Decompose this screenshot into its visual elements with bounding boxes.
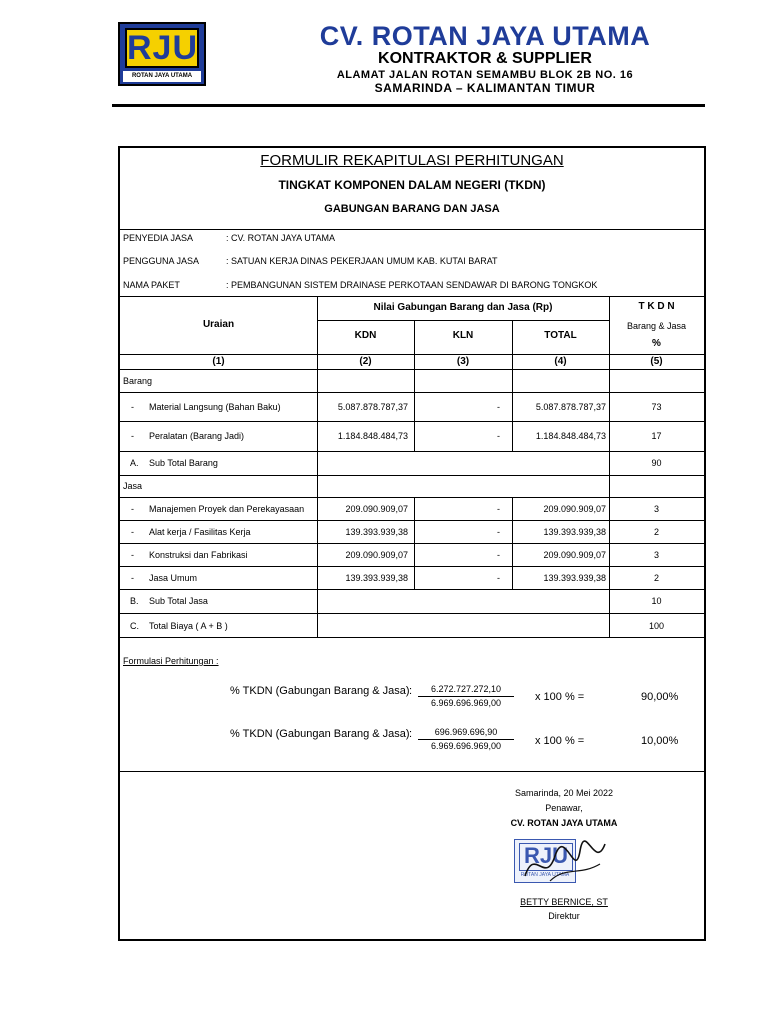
divider bbox=[120, 296, 704, 297]
formula-numerator: 6.272.727.272,10 bbox=[430, 684, 502, 694]
divider bbox=[120, 421, 704, 422]
formula-colon: : bbox=[409, 728, 413, 740]
formula-multiplier: x 100 % = bbox=[535, 691, 585, 703]
signatory-title: Direktur bbox=[548, 911, 580, 921]
col-number: (2) bbox=[359, 356, 372, 367]
fraction-bar bbox=[418, 696, 514, 697]
row-tkdn: 3 bbox=[653, 550, 659, 560]
divider bbox=[120, 451, 704, 452]
header-kdn: KDN bbox=[354, 330, 377, 341]
subtotal-label: Sub Total Jasa bbox=[149, 596, 208, 606]
formula-denominator: 6.969.696.969,00 bbox=[430, 741, 502, 751]
subtotal-code: B. bbox=[130, 596, 139, 606]
row-label: Jasa Umum bbox=[149, 573, 198, 583]
header-uraian: Uraian bbox=[202, 319, 235, 330]
row-total: 139.393.939,38 bbox=[543, 527, 606, 537]
row-dash: - bbox=[131, 550, 134, 560]
row-kdn: 209.090.909,07 bbox=[345, 550, 408, 560]
letterhead-rule bbox=[112, 104, 705, 107]
divider bbox=[317, 320, 609, 321]
header-kln: KLN bbox=[452, 330, 474, 341]
info-value: : PEMBANGUNAN SISTEM DRAINASE PERKOTAAN SENDAWAR DI BARONG TONGKOK bbox=[226, 280, 598, 290]
company-name: CV. ROTAN JAYA UTAMA bbox=[319, 21, 651, 51]
total-tkdn: 100 bbox=[648, 621, 665, 631]
stamp-mark: RJU bbox=[519, 843, 573, 871]
row-kdn: 139.393.939,38 bbox=[345, 573, 408, 583]
divider bbox=[120, 613, 704, 614]
row-dash: - bbox=[131, 431, 134, 441]
row-total: 5.087.878.787,37 bbox=[535, 402, 606, 412]
row-kln: - bbox=[497, 431, 500, 441]
divider bbox=[120, 543, 704, 544]
row-kdn: 5.087.878.787,37 bbox=[337, 402, 408, 412]
formula-numerator: 696.969.696,90 bbox=[434, 727, 498, 737]
header-tkdn-sub: Barang & Jasa bbox=[626, 321, 687, 331]
header-total: TOTAL bbox=[544, 330, 577, 341]
col-number: (5) bbox=[650, 356, 663, 367]
row-label: Peralatan (Barang Jadi) bbox=[149, 431, 245, 441]
row-kln: - bbox=[497, 550, 500, 560]
signature-date: Samarinda, 20 Mei 2022 bbox=[514, 788, 614, 798]
row-kln: - bbox=[497, 527, 500, 537]
formula-label: % TKDN (Gabungan Barang & Jasa) bbox=[230, 685, 410, 697]
row-label: Material Langsung (Bahan Baku) bbox=[149, 402, 281, 412]
formula-label: % TKDN (Gabungan Barang & Jasa) bbox=[230, 728, 410, 740]
row-dash: - bbox=[131, 527, 134, 537]
row-kln: - bbox=[497, 573, 500, 583]
company-city: SAMARINDA – KALIMANTAN TIMUR bbox=[374, 81, 596, 95]
subtotal-label: Sub Total Barang bbox=[149, 458, 218, 468]
subtotal-tkdn: 90 bbox=[651, 458, 662, 468]
row-kdn: 209.090.909,07 bbox=[345, 504, 408, 514]
col-number: (3) bbox=[456, 356, 470, 367]
header-group: Nilai Gabungan Barang dan Jasa (Rp) bbox=[373, 302, 553, 313]
info-key: NAMA PAKET bbox=[123, 280, 180, 290]
header-tkdn-pct: % bbox=[652, 338, 661, 349]
divider bbox=[120, 475, 704, 476]
info-value: : SATUAN KERJA DINAS PEKERJAAN UMUM KAB. KUTAI BARAT bbox=[226, 256, 498, 266]
form-subtitle-2: GABUNGAN BARANG DAN JASA bbox=[324, 203, 500, 215]
company-address: ALAMAT JALAN ROTAN SEMAMBU BLOK 2B NO. 16 bbox=[336, 69, 634, 81]
company-tagline: KONTRAKTOR & SUPPLIER bbox=[378, 50, 592, 67]
fraction-bar bbox=[418, 739, 514, 740]
total-label: Total Biaya ( A + B ) bbox=[149, 621, 228, 631]
handwritten-signature bbox=[520, 836, 610, 892]
row-total: 209.090.909,07 bbox=[543, 550, 606, 560]
row-tkdn: 3 bbox=[653, 504, 659, 514]
formula-heading: Formulasi Perhitungan : bbox=[123, 656, 219, 666]
info-value: : CV. ROTAN JAYA UTAMA bbox=[226, 233, 336, 243]
row-kln: - bbox=[497, 402, 500, 412]
signature-role: Penawar, bbox=[545, 803, 583, 813]
signature-company: CV. ROTAN JAYA UTAMA bbox=[510, 818, 618, 828]
subtotal-tkdn: 10 bbox=[651, 596, 662, 606]
row-tkdn: 17 bbox=[651, 431, 662, 441]
row-dash: - bbox=[131, 402, 134, 412]
logo-caption: ROTAN JAYA UTAMA bbox=[123, 71, 201, 82]
divider bbox=[120, 771, 704, 772]
row-label: Alat kerja / Fasilitas Kerja bbox=[149, 527, 251, 537]
row-kln: - bbox=[497, 504, 500, 514]
header-tkdn: T K D N bbox=[638, 301, 675, 312]
formula-result: 90,00% bbox=[641, 691, 679, 703]
divider bbox=[120, 369, 704, 370]
row-total: 139.393.939,38 bbox=[543, 573, 606, 583]
total-code: C. bbox=[130, 621, 139, 631]
info-key: PENGGUNA JASA bbox=[123, 256, 200, 266]
info-key: PENYEDIA JASA bbox=[123, 233, 194, 243]
row-total: 1.184.848.484,73 bbox=[535, 431, 606, 441]
company-logo bbox=[118, 22, 206, 86]
subtotal-code: A. bbox=[130, 458, 139, 468]
formula-multiplier: x 100 % = bbox=[535, 735, 585, 747]
divider bbox=[120, 520, 704, 521]
col-number: (1) bbox=[212, 356, 225, 367]
divider bbox=[120, 354, 704, 355]
row-label: Manajemen Proyek dan Perekayasaan bbox=[149, 504, 305, 514]
formula-result: 10,00% bbox=[641, 735, 679, 747]
form-subtitle: TINGKAT KOMPONEN DALAM NEGERI (TKDN) bbox=[278, 178, 546, 192]
row-kdn: 139.393.939,38 bbox=[345, 527, 408, 537]
section-jasa: Jasa bbox=[123, 481, 143, 491]
section-barang: Barang bbox=[123, 376, 153, 386]
divider bbox=[120, 589, 704, 590]
formula-denominator: 6.969.696.969,00 bbox=[430, 698, 502, 708]
form-title: FORMULIR REKAPITULASI PERHITUNGAN bbox=[260, 152, 564, 169]
divider bbox=[120, 566, 704, 567]
row-tkdn: 2 bbox=[653, 573, 659, 583]
divider bbox=[120, 392, 704, 393]
row-tkdn: 73 bbox=[651, 402, 662, 412]
divider bbox=[120, 637, 704, 638]
row-total: 209.090.909,07 bbox=[543, 504, 606, 514]
divider bbox=[120, 497, 704, 498]
logo-mark: RJU bbox=[127, 29, 199, 67]
stamp-caption: ROTAN JAYA UTAMA bbox=[520, 872, 570, 878]
column-line bbox=[317, 296, 318, 637]
row-tkdn: 2 bbox=[653, 527, 659, 537]
divider bbox=[120, 229, 704, 230]
col-number: (4) bbox=[554, 356, 567, 367]
row-label: Konstruksi dan Fabrikasi bbox=[149, 550, 248, 560]
signatory-name: BETTY BERNICE, ST bbox=[520, 897, 608, 907]
row-dash: - bbox=[131, 504, 134, 514]
row-kdn: 1.184.848.484,73 bbox=[337, 431, 408, 441]
formula-colon: : bbox=[409, 685, 413, 697]
row-dash: - bbox=[131, 573, 134, 583]
